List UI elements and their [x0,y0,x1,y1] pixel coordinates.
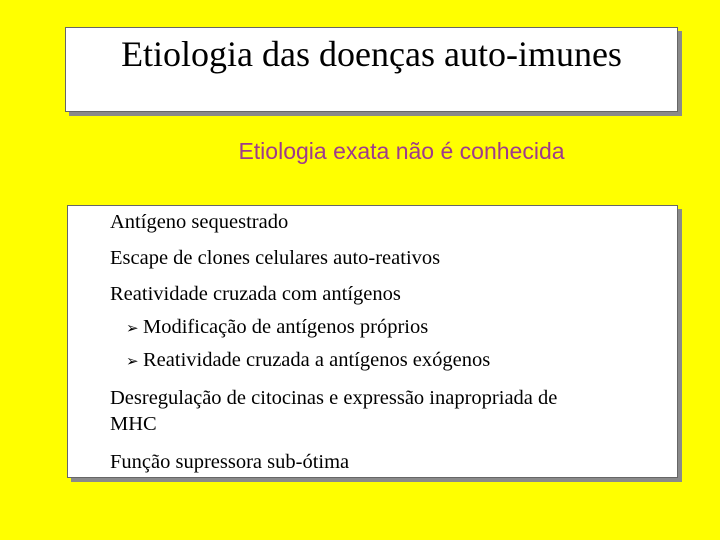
title-box [65,27,678,112]
bullet-item: Escape de clones celulares auto-reativos [110,247,441,269]
arrowhead-bullet-icon: ➢ [126,319,139,337]
arrowhead-bullet-icon: ➢ [126,352,139,370]
slide-subtitle: Etiologia exata não é conhecida [238,138,565,164]
bullet-item: Antígeno sequestrado [110,211,289,233]
sub-bullet-item: Reatividade cruzada a antígenos exógenos [143,349,491,371]
bullet-item-continuation: MHC [110,413,157,435]
slide-title: Etiologia das doenças auto-imunes [121,34,622,74]
bullet-item: Reatividade cruzada com antígenos [110,283,401,305]
content-box [67,205,678,478]
bullet-item: Função supressora sub-ótima [110,451,350,473]
bullet-item: Desregulação de citocinas e expressão inapropriada de [110,387,558,409]
sub-bullet-item: Modificação de antígenos próprios [143,316,429,338]
